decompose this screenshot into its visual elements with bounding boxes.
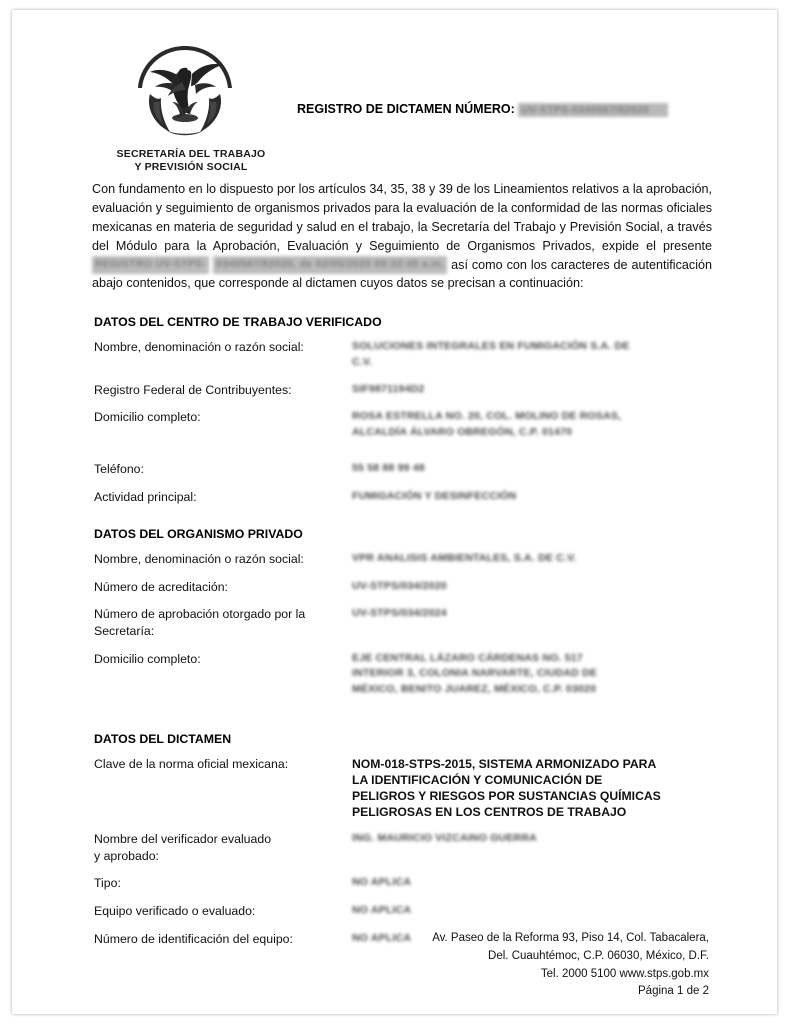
field-label: Número de identificación del equipo:: [94, 931, 293, 946]
document-content: [92, 32, 712, 958]
field-value: [352, 579, 712, 595]
field-label: Registro Federal de Contribuyentes:: [94, 382, 292, 397]
field-value: [352, 875, 712, 891]
field-value-line: EJE CENTRAL LÁZARO CÁRDENAS NO. 517: [352, 651, 583, 664]
field-label: Equipo verificado o evaluado:: [94, 903, 256, 918]
field-value: [352, 651, 712, 698]
field-row: [94, 831, 712, 864]
field-label: Número de acreditación:: [94, 579, 228, 594]
footer-address-line1: Av. Paseo de la Reforma 93, Piso 14, Col. Tabacalera,: [432, 932, 709, 944]
field-label: Teléfono:: [94, 461, 144, 476]
field-value-line: ALCALDÍA ÁLVARO OBREGÓN, C.P. 01470: [352, 426, 573, 439]
intro-text-part1: Con fundamento en lo dispuesto por los artículos 34, 35, 38 y 39 de los Lineamientos relativos a la aprobación, evaluación y seguimiento de organismos privados para la evaluación de la conformidad de las normas oficiales mexicanas en materia de seguridad y salud en el trabajo, la Secretaría del Trabajo y Previsión Social, a través del Módulo para la Aprobación, Evaluación y Seguimiento de Organismos Privados, expide el presente: [92, 182, 712, 253]
field-value: [352, 489, 712, 505]
field-value-line: NO APLICA: [352, 876, 412, 889]
document-footer: [432, 930, 709, 1001]
field-value-line: FUMIGACIÓN Y DESINFECCIÓN: [352, 489, 517, 502]
field-row: [94, 606, 712, 639]
field-row: [94, 339, 712, 371]
field-row: [94, 875, 712, 892]
field-value-line: PELIGROS Y RIESGOS POR SUSTANCIAS QUÍMICAS: [352, 788, 661, 803]
agency-name-line2: Y PREVISIÓN SOCIAL: [134, 161, 248, 174]
field-value-line: 55 58 88 99 48: [352, 461, 425, 474]
field-label: Clave de la norma oficial mexicana:: [94, 756, 289, 771]
intro-paragraph: [92, 180, 712, 293]
field-value-line: MÉXICO, BENITO JUAREZ, MÉXICO, C.P. 03020: [352, 683, 597, 695]
field-label: Domicilio completo:: [94, 410, 201, 425]
field-row: [94, 756, 712, 820]
field-value-line: UV-STPS/034/2020: [352, 579, 447, 592]
agency-name-line1: SECRETARÍA DEL TRABAJO: [116, 148, 266, 160]
field-value-line: ING. MAURICIO VIZCAINO GUERRA: [352, 832, 537, 845]
section-rows-dictamen: [94, 756, 712, 947]
field-value-line: SOLUCIONES INTEGRALES EN FUMIGACIÓN S.A. DE: [352, 340, 630, 353]
field-value-line: NO APLICA: [352, 903, 412, 916]
field-value-line: NO APLICA: [352, 931, 412, 944]
field-label: Actividad principal:: [94, 489, 197, 504]
field-value-line: C.V.: [352, 356, 373, 369]
field-value-line: LA IDENTIFICACIÓN Y COMUNICACIÓN DE: [352, 772, 603, 787]
field-label: Nombre del verificador evaluado y aprobado:: [94, 832, 272, 863]
document-header: [92, 32, 712, 174]
registro-label: REGISTRO DE DICTAMEN NÚMERO:: [297, 102, 515, 116]
field-row: [94, 382, 712, 399]
field-value-line: NOM-018-STPS-2015, SISTEMA ARMONIZADO PARA: [352, 756, 657, 771]
field-row: [94, 461, 712, 478]
footer-page-number: Página 1 de 2: [638, 985, 709, 998]
section-title-dictamen: DATOS DEL DICTAMEN: [94, 731, 232, 746]
intro-redacted-1: REGISTRO UV-STPS-: [92, 256, 209, 274]
field-value: [352, 551, 712, 567]
field-value-line: ROSA ESTRELLA NO. 20, COL. MOLINO DE ROSAS,: [352, 410, 622, 423]
field-row: [94, 409, 712, 441]
field-value-line: INTERIOR 3, COLONIA NARVARTE, CIUDAD DE: [352, 667, 598, 680]
mexican-coat-of-arms-icon: [130, 40, 240, 144]
field-label: Número de aprobación otorgado por la Secretaría:: [94, 607, 306, 638]
field-row: [94, 579, 712, 596]
registro-number-redacted: UV-STPS-0340567/82020: [518, 103, 668, 117]
footer-address-line2: Del. Cuauhtémoc, C.P. 06030, México, D.F.: [488, 949, 709, 962]
field-label: Domicilio completo:: [94, 651, 201, 666]
field-label: Nombre, denominación o razón social:: [94, 552, 304, 567]
field-value: [352, 756, 712, 820]
field-label: Tipo:: [94, 876, 121, 891]
intro-text-part2: así como con los caracteres de autentificación abajo contenidos, que corresponde al dictamen cuyos datos se precisan a continuación:: [92, 257, 712, 291]
field-value-line: UV-STPS/034/2024: [352, 607, 447, 620]
document-sheet: [12, 10, 777, 1014]
field-value: [352, 382, 712, 398]
field-row: [94, 489, 712, 506]
agency-name: [98, 148, 284, 174]
section-rows-centro-trabajo: [94, 339, 712, 505]
field-value: [352, 409, 712, 441]
registro-dictamen-line: [297, 102, 668, 117]
field-value: [352, 903, 712, 919]
field-value: [352, 461, 712, 477]
field-label: Nombre, denominación o razón social:: [94, 340, 304, 355]
field-value: [352, 831, 712, 847]
field-row: [94, 651, 712, 698]
field-row: [94, 903, 712, 920]
section-title-centro-trabajo: DATOS DEL CENTRO DE TRABAJO VERIFICADO: [94, 315, 382, 330]
field-value-line: PELIGROSAS EN LOS CENTROS DE TRABAJO: [352, 805, 627, 820]
intro-redacted-2: 0340567/82020, de 02/05/2020 09:32:45 a.m.: [213, 256, 447, 274]
section-title-organismo-privado: DATOS DEL ORGANISMO PRIVADO: [94, 527, 303, 542]
field-value: [352, 606, 712, 622]
field-value-line: VPR ANALISIS AMBIENTALES, S.A. DE C.V.: [352, 552, 577, 565]
section-rows-organismo-privado: [94, 551, 712, 698]
field-value-line: SIF9871194D2: [352, 382, 425, 395]
footer-contact-line: Tel. 2000 5100 www.stps.gob.mx: [540, 967, 709, 980]
field-value: [352, 339, 712, 371]
field-row: [94, 551, 712, 568]
